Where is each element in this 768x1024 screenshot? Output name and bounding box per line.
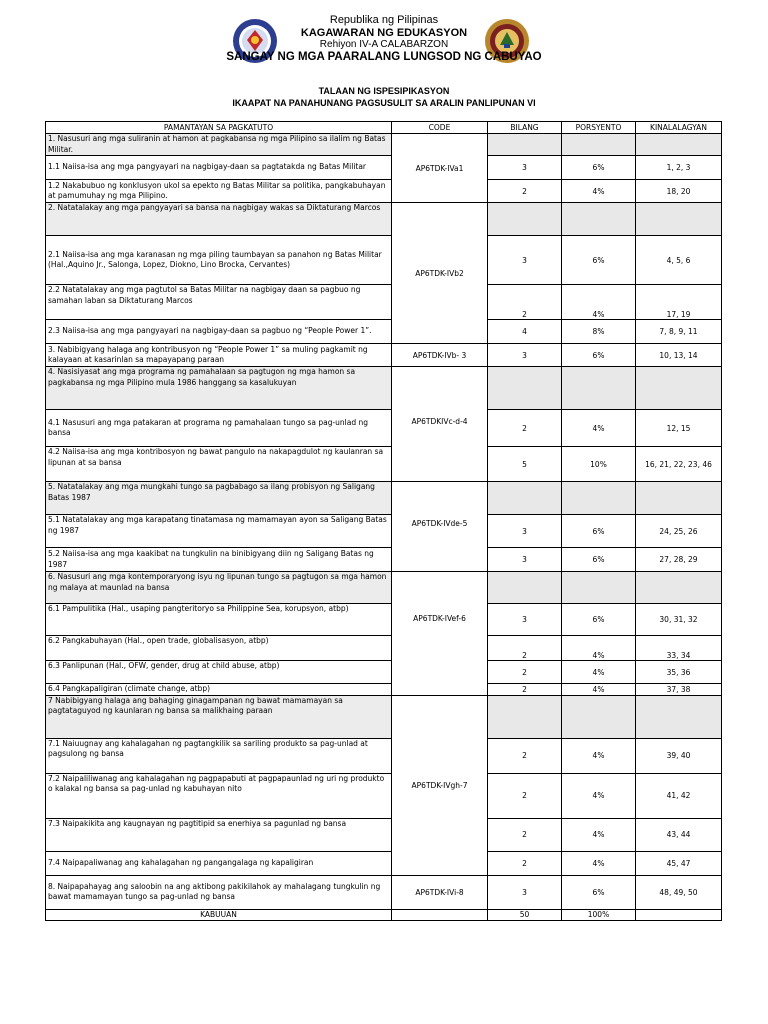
competency-cell: 3. Nabibigyang halaga ang kontribusyon ng “People Power 1” sa muling pagkamit ng kalayaan at kasarinlan sa mapayapang paraan bbox=[46, 344, 392, 367]
count-cell: 2 bbox=[488, 773, 562, 818]
count-cell: 2 bbox=[488, 661, 562, 684]
division-line: SANGAY NG MGA PAARALANG LUNGSOD NG CABUYAO bbox=[226, 50, 542, 63]
code-cell: AP6TDK-IVb2 bbox=[392, 203, 488, 344]
items-cell bbox=[636, 482, 722, 515]
header-count: BILANG bbox=[488, 122, 562, 134]
percent-cell: 6% bbox=[562, 604, 636, 636]
table-row bbox=[46, 604, 722, 636]
count-cell: 3 bbox=[488, 156, 562, 180]
total-items-empty bbox=[636, 909, 722, 920]
items-cell: 10, 13, 14 bbox=[636, 344, 722, 367]
count-cell: 4 bbox=[488, 320, 562, 344]
percent-cell: 6% bbox=[562, 548, 636, 572]
items-cell: 4, 5, 6 bbox=[636, 236, 722, 285]
count-cell: 2 bbox=[488, 738, 562, 773]
percent-cell: 6% bbox=[562, 515, 636, 548]
percent-cell: 8% bbox=[562, 320, 636, 344]
table-header-row bbox=[46, 122, 722, 134]
code-cell: AP6TDK-IVb- 3 bbox=[392, 344, 488, 367]
count-cell: 2 bbox=[488, 851, 562, 875]
percent-cell bbox=[562, 572, 636, 604]
count-cell: 2 bbox=[488, 410, 562, 447]
competency-cell: 1. Nasusuri ang mga suliranin at hamon at pagkabansa ng mga Pilipino sa ilalim ng Batas Militar. bbox=[46, 134, 392, 156]
count-cell: 3 bbox=[488, 875, 562, 909]
percent-cell: 4% bbox=[562, 738, 636, 773]
items-cell: 45, 47 bbox=[636, 851, 722, 875]
percent-cell bbox=[562, 203, 636, 236]
code-cell: AP6TDK-IVgh-7 bbox=[392, 695, 488, 875]
percent-cell bbox=[562, 367, 636, 410]
code-cell: AP6TDK-IVef-6 bbox=[392, 572, 488, 696]
competency-cell: 6.2 Pangkabuhayan (Hal., open trade, globalisasyon, atbp) bbox=[46, 636, 392, 661]
items-cell: 24, 25, 26 bbox=[636, 515, 722, 548]
header-code: CODE bbox=[392, 122, 488, 134]
items-cell: 30, 31, 32 bbox=[636, 604, 722, 636]
items-cell bbox=[636, 367, 722, 410]
items-cell: 7, 8, 9, 11 bbox=[636, 320, 722, 344]
items-cell: 12, 15 bbox=[636, 410, 722, 447]
percent-cell: 4% bbox=[562, 410, 636, 447]
competency-cell: 2. Natatalakay ang mga pangyayari sa bansa na nagbigay wakas sa Diktaturang Marcos bbox=[46, 203, 392, 236]
competency-cell: 1.1 Naiisa-isa ang mga pangyayari na nagbigay-daan sa pagtatakda ng Batas Militar bbox=[46, 156, 392, 180]
count-cell: 5 bbox=[488, 447, 562, 482]
count-cell bbox=[488, 367, 562, 410]
items-cell: 33, 34 bbox=[636, 636, 722, 661]
percent-cell: 4% bbox=[562, 285, 636, 320]
items-cell: 37, 38 bbox=[636, 684, 722, 696]
count-cell bbox=[488, 695, 562, 738]
percent-cell: 6% bbox=[562, 875, 636, 909]
items-cell bbox=[636, 203, 722, 236]
count-cell: 3 bbox=[488, 344, 562, 367]
competency-cell: 2.1 Naiisa-isa ang mga karanasan ng mga piling taumbayan sa panahon ng Batas Militar (Hal.,Aquino Jr., Salonga, Lopez, Diokno, Lino Brocka, Cervantes) bbox=[46, 236, 392, 285]
table-row bbox=[46, 875, 722, 909]
percent-cell: 6% bbox=[562, 236, 636, 285]
percent-cell: 4% bbox=[562, 773, 636, 818]
header-location: KINALALAGYAN bbox=[636, 122, 722, 134]
items-cell bbox=[636, 572, 722, 604]
table-row bbox=[46, 773, 722, 818]
table-row bbox=[46, 236, 722, 285]
percent-cell: 4% bbox=[562, 180, 636, 203]
count-cell bbox=[488, 572, 562, 604]
competency-cell: 6.3 Panlipunan (Hal., OFW, gender, drug at child abuse, atbp) bbox=[46, 661, 392, 684]
table-row bbox=[46, 548, 722, 572]
items-cell: 41, 42 bbox=[636, 773, 722, 818]
code-cell: AP6TDKIVc-d-4 bbox=[392, 367, 488, 482]
table-row bbox=[46, 367, 722, 410]
percent-cell bbox=[562, 695, 636, 738]
items-cell bbox=[636, 134, 722, 156]
table-row bbox=[46, 695, 722, 738]
percent-cell: 4% bbox=[562, 684, 636, 696]
count-cell bbox=[488, 482, 562, 515]
table-row bbox=[46, 851, 722, 875]
table-row bbox=[46, 482, 722, 515]
title-line-1: TALAAN NG ISPESIPIKASYON bbox=[318, 86, 450, 96]
percent-cell: 4% bbox=[562, 851, 636, 875]
total-count: 50 bbox=[488, 909, 562, 920]
table-row bbox=[46, 661, 722, 684]
percent-cell: 10% bbox=[562, 447, 636, 482]
competency-cell: 2.2 Natatalakay ang mga pagtutol sa Batas Militar na nagbigay daan sa pagbuo ng samahan laban sa Diktaturang Marcos bbox=[46, 285, 392, 320]
region-line: Rehiyon IV-A CALABARZON bbox=[319, 39, 449, 51]
competency-cell: 6. Nasusuri ang mga kontemporaryong isyu ng lipunan tungo sa pagtugon sa mga hamon ng malaya at maunlad na bansa bbox=[46, 572, 392, 604]
table-row bbox=[46, 572, 722, 604]
count-cell: 2 bbox=[488, 285, 562, 320]
table-row bbox=[46, 447, 722, 482]
table-row bbox=[46, 156, 722, 180]
items-cell: 48, 49, 50 bbox=[636, 875, 722, 909]
total-code-empty bbox=[392, 909, 488, 920]
competency-cell: 5.2 Naiisa-isa ang mga kaakibat na tungkulin na binibigyang diin ng Saligang Batas ng 1987 bbox=[46, 548, 392, 572]
percent-cell: 6% bbox=[562, 156, 636, 180]
table-row bbox=[46, 738, 722, 773]
table-row bbox=[46, 320, 722, 344]
competency-cell: 7.1 Naiuugnay ang kahalagahan ng pagtangkilik sa sariling produkto sa pag-unlad at pagsulong ng bansa bbox=[46, 738, 392, 773]
competency-cell: 5.1 Natatalakay ang mga karapatang tinatamasa ng mamamayan ayon sa Saligang Batas ng 1987 bbox=[46, 515, 392, 548]
count-cell bbox=[488, 134, 562, 156]
items-cell: 1, 2, 3 bbox=[636, 156, 722, 180]
items-cell: 39, 40 bbox=[636, 738, 722, 773]
count-cell: 2 bbox=[488, 636, 562, 661]
percent-cell: 4% bbox=[562, 636, 636, 661]
count-cell: 2 bbox=[488, 684, 562, 696]
percent-cell bbox=[562, 134, 636, 156]
table-row bbox=[46, 180, 722, 203]
document-header bbox=[0, 8, 768, 68]
competency-cell: 4. Nasisiyasat ang mga programa ng pamahalaan sa pagtugon ng mga hamon sa pagkabansa ng mga Pilipino mula 1986 hanggang sa kasalukuyan bbox=[46, 367, 392, 410]
percent-cell: 4% bbox=[562, 661, 636, 684]
items-cell: 35, 36 bbox=[636, 661, 722, 684]
header-percent: PORSYENTO bbox=[562, 122, 636, 134]
competency-cell: 7.2 Naipaliliwanag ang kahalagahan ng pagpapabuti at pagpapaunlad ng uri ng produkto o kalakal ng bansa sa pag-unlad ng kabuhayan nito bbox=[46, 773, 392, 818]
percent-cell: 4% bbox=[562, 818, 636, 851]
count-cell: 3 bbox=[488, 515, 562, 548]
code-cell: AP6TDK-IVa1 bbox=[392, 134, 488, 203]
table-row bbox=[46, 818, 722, 851]
count-cell: 3 bbox=[488, 604, 562, 636]
competency-cell: 8. Naipapahayag ang saloobin na ang aktibong pakikilahok ay mahalagang tungkulin ng bawat mamamayan tungo sa pag-unlad ng bansa bbox=[46, 875, 392, 909]
items-cell: 27, 28, 29 bbox=[636, 548, 722, 572]
count-cell: 2 bbox=[488, 818, 562, 851]
table-row bbox=[46, 684, 722, 696]
count-cell bbox=[488, 203, 562, 236]
table-row bbox=[46, 285, 722, 320]
competency-cell: 4.2 Naiisa-isa ang mga kontribosyon ng bawat pangulo na nakapagdulot ng kaulanran sa lipunan at sa bansa bbox=[46, 447, 392, 482]
header-competency: PAMANTAYAN SA PAGKATUTO bbox=[46, 122, 392, 134]
items-cell: 18, 20 bbox=[636, 180, 722, 203]
percent-cell bbox=[562, 482, 636, 515]
competency-cell: 5. Natatalakay ang mga mungkahi tungo sa pagbabago sa ilang probisyon ng Saligang Batas 1987 bbox=[46, 482, 392, 515]
items-cell bbox=[636, 695, 722, 738]
specification-table bbox=[45, 121, 722, 921]
total-label: KABUUAN bbox=[46, 909, 392, 920]
table-row bbox=[46, 515, 722, 548]
table-row bbox=[46, 203, 722, 236]
items-cell: 43, 44 bbox=[636, 818, 722, 851]
competency-cell: 4.1 Nasusuri ang mga patakaran at programa ng pamahalaan tungo sa pag-unlad ng bansa bbox=[46, 410, 392, 447]
republic-line: Republika ng Pilipinas bbox=[329, 14, 439, 26]
table-row bbox=[46, 134, 722, 156]
total-percent: 100% bbox=[562, 909, 636, 920]
competency-cell: 7 Nabibigyang halaga ang bahaging ginagampanan ng bawat mamamayan sa pagtataguyod ng kaunlaran ng bansa sa malikhaing paraan bbox=[46, 695, 392, 738]
table-row bbox=[46, 636, 722, 661]
table-row bbox=[46, 410, 722, 447]
document-titles bbox=[0, 86, 768, 109]
count-cell: 2 bbox=[488, 180, 562, 203]
count-cell: 3 bbox=[488, 548, 562, 572]
title-line-2: IKAAPAT NA PANAHUNANG PAGSUSULIT SA ARALIN PANLIPUNAN VI bbox=[232, 97, 536, 108]
competency-cell: 6.1 Pampulitika (Hal., usaping pangteritoryo sa Philippine Sea, korupsyon, atbp) bbox=[46, 604, 392, 636]
items-cell: 16, 21, 22, 23, 46 bbox=[636, 447, 722, 482]
code-cell: AP6TDK-IVi-8 bbox=[392, 875, 488, 909]
competency-cell: 2.3 Naiisa-isa ang mga pangyayari na nagbigay-daan sa pagbuo ng “People Power 1”. bbox=[46, 320, 392, 344]
count-cell: 3 bbox=[488, 236, 562, 285]
table-row bbox=[46, 344, 722, 367]
competency-cell: 1.2 Nakabubuo ng konklusyon ukol sa epekto ng Batas Militar sa politika, pangkabuhayan at pamumuhay ng mga Pilipino. bbox=[46, 180, 392, 203]
items-cell: 17, 19 bbox=[636, 285, 722, 320]
department-line: KAGAWARAN NG EDUKASYON bbox=[300, 26, 468, 39]
percent-cell: 6% bbox=[562, 344, 636, 367]
total-row bbox=[46, 909, 722, 920]
code-cell: AP6TDK-IVde-5 bbox=[392, 482, 488, 572]
competency-cell: 6.4 Pangkapaligiran (climate change, atbp) bbox=[46, 684, 392, 696]
competency-cell: 7.4 Naipapaliwanag ang kahalagahan ng pangangalaga ng kapaligiran bbox=[46, 851, 392, 875]
competency-cell: 7.3 Naipakikita ang kaugnayan ng pagtitipid sa enerhiya sa pagunlad ng bansa bbox=[46, 818, 392, 851]
